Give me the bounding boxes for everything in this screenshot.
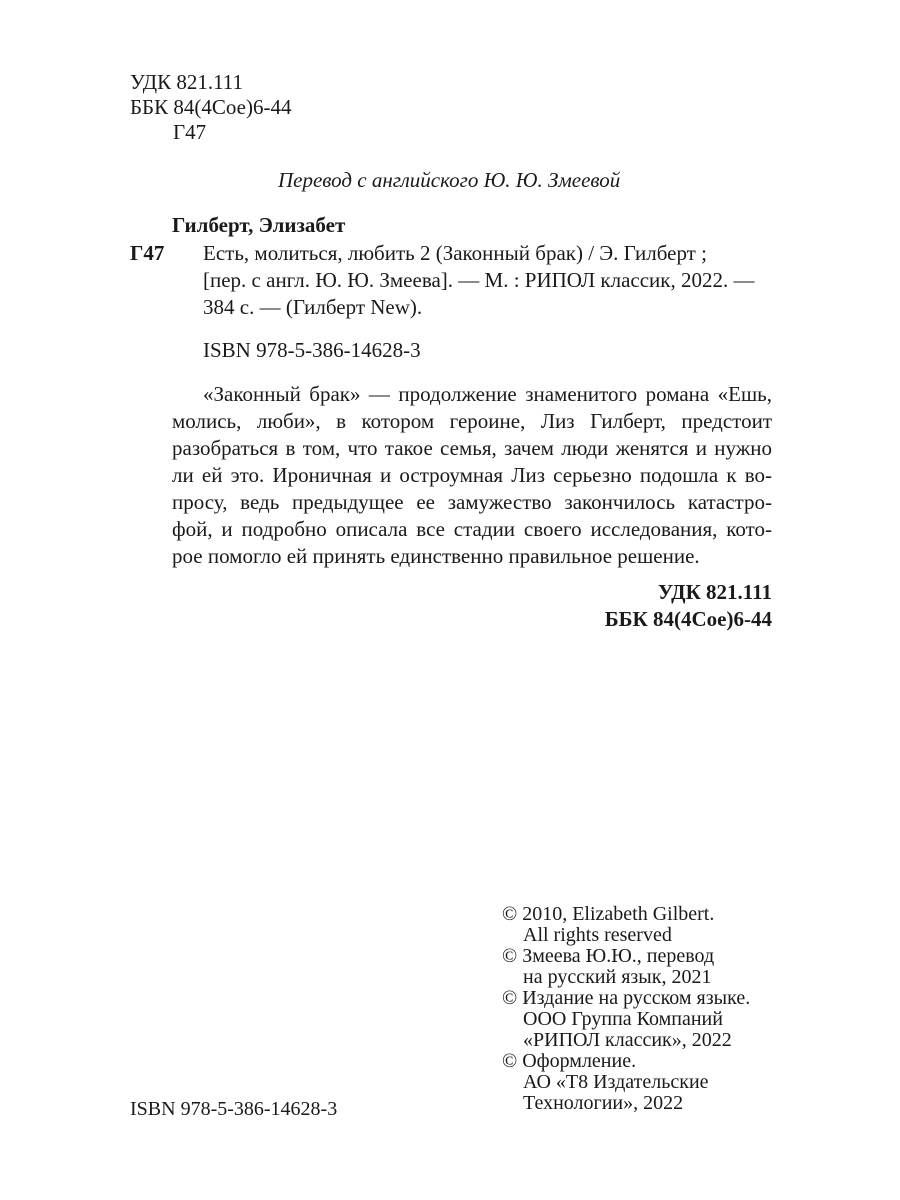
copyright-line: © Змеева Ю.Ю., перевод (502, 945, 715, 967)
copyright-line: АО «Т8 Издательские (523, 1071, 709, 1093)
bibliographic-description (203, 241, 775, 322)
copyright-line: © Оформление. (502, 1050, 637, 1072)
biblio-line: Есть, молиться, любить 2 (Законный брак) / Э. Гилберт ; (203, 241, 707, 265)
copyright-line: ООО Группа Компаний (523, 1008, 723, 1030)
annotation-line: ли ей это. Ироничная и остроумная Лиз серьезно подошла к во- (172, 463, 772, 487)
annotation-line: молись, люби», в котором героине, Лиз Гилберт, предстоит (172, 409, 772, 433)
udk-code: УДК 821.111 (130, 70, 244, 94)
copyright-block (502, 902, 750, 1112)
codes-block (560, 580, 772, 634)
annotation-line: разобраться в том, что такое семья, зачем люди женятся и нужно (172, 436, 772, 460)
isbn-top: ISBN 978-5-386-14628-3 (203, 338, 421, 362)
copyright-line: «РИПОЛ классик», 2022 (523, 1029, 732, 1051)
copyright-line: на русский язык, 2021 (523, 966, 712, 988)
annotation-line: рое помогло ей принять единственно правильное решение. (172, 544, 700, 568)
annotation-line: просу, ведь предыдущее ее замужество закончилось катастро- (172, 490, 772, 514)
author-heading: Гилберт, Элизабет (172, 213, 346, 237)
udk-code-bold: УДК 821.111 (657, 580, 772, 604)
isbn-bottom: ISBN 978-5-386-14628-3 (130, 1098, 338, 1120)
annotation-line: фой, и подробно описала все стадии своего исследования, кото- (172, 517, 772, 541)
classification-block (130, 70, 291, 145)
author-mark: Г47 (173, 120, 207, 144)
annotation-line: «Законный брак» — продолжение знаменитого романа «Ешь, (203, 382, 772, 406)
bbk-code-bold: ББК 84(4Сое)6-44 (604, 607, 772, 631)
copyright-line: Технологии», 2022 (523, 1092, 684, 1114)
copyright-line: All rights reserved (523, 924, 672, 946)
author-mark-side: Г47 (130, 241, 165, 265)
annotation-paragraph (172, 382, 772, 571)
copyright-line: © 2010, Elizabeth Gilbert. (502, 903, 715, 925)
biblio-line: 384 с. — (Гилберт New). (203, 295, 423, 319)
bbk-code: ББК 84(4Сое)6-44 (130, 95, 292, 119)
copyright-line: © Издание на русском языке. (502, 987, 751, 1009)
biblio-line: [пер. с англ. Ю. Ю. Змеева]. — М. : РИПОЛ классик, 2022. — (203, 268, 755, 292)
translation-note: Перевод с английского Ю. Ю. Змеевой (278, 168, 621, 192)
